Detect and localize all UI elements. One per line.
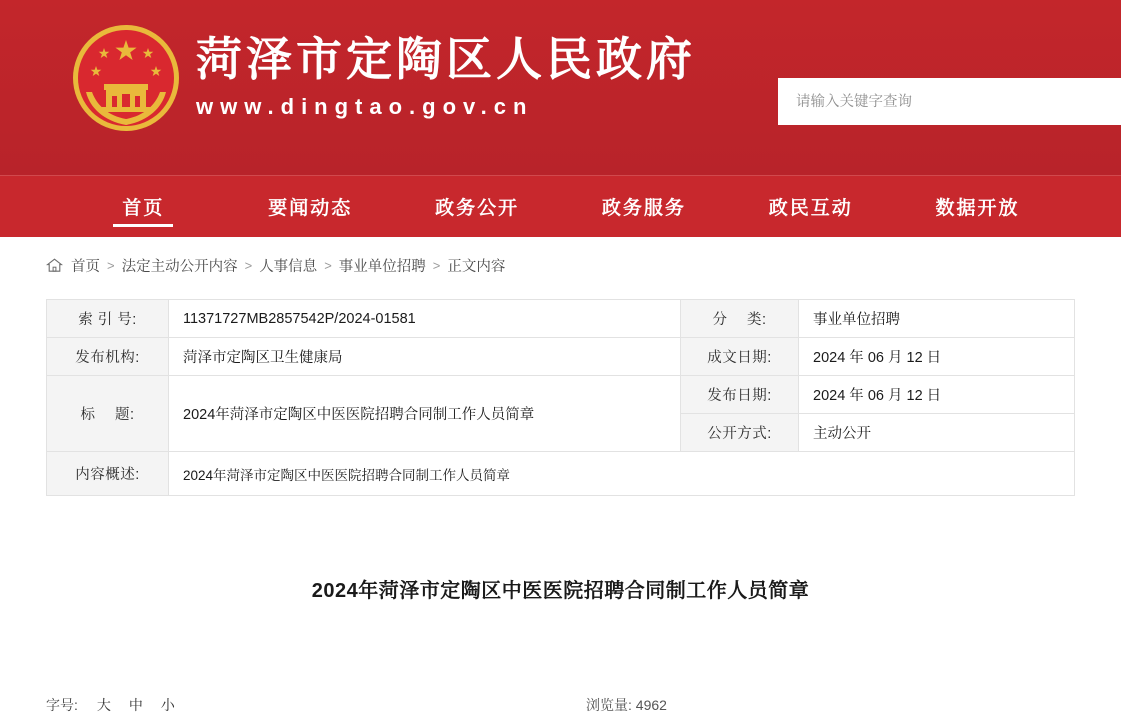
nav-item-government-disclosure[interactable]: 政务公开 (435, 198, 520, 219)
breadcrumb (0, 237, 1121, 293)
label-title: 标 题: (47, 376, 169, 452)
value-summary: 2024年菏泽市定陶区中医医院招聘合同制工作人员简章 (169, 452, 1075, 496)
view-count-value: 4962 (635, 697, 667, 713)
breadcrumb-item-personnel-info[interactable]: 人事信息 (259, 258, 318, 275)
nav-list (0, 176, 1121, 237)
value-category: 事业单位招聘 (799, 300, 1075, 338)
nav-item-home[interactable]: 首页 (60, 176, 227, 237)
header-inner (0, 0, 1121, 175)
value-publish-date: 2024 年 06 月 12 日 (799, 376, 1075, 414)
font-size-medium[interactable]: 中 (128, 697, 143, 713)
table-row (47, 376, 1075, 414)
breadcrumb-separator: > (432, 257, 441, 273)
nav-item-open-data[interactable]: 数据开放 (935, 198, 1020, 219)
home-icon (46, 257, 63, 274)
search-input[interactable] (778, 78, 1121, 125)
table-row (47, 338, 1075, 376)
table-row (47, 452, 1075, 496)
nav-item-public-interaction[interactable]: 政民互动 (768, 198, 853, 219)
label-publish-date: 发布日期: (681, 376, 799, 414)
national-emblem-icon (70, 22, 182, 134)
value-written-date: 2024 年 06 月 12 日 (799, 338, 1075, 376)
label-index-no: 索 引 号: (47, 300, 169, 338)
value-title: 2024年菏泽市定陶区中医医院招聘合同制工作人员简章 (169, 376, 681, 452)
site-url: www.dingtao.gov.cn (196, 94, 534, 119)
table-row (47, 300, 1075, 338)
value-publisher: 菏泽市定陶区卫生健康局 (169, 338, 681, 376)
nav-item-government-services[interactable]: 政务服务 (601, 198, 686, 219)
label-written-date: 成文日期: (681, 338, 799, 376)
site-identity (196, 32, 696, 120)
view-count-label: 浏览量: (586, 697, 632, 713)
font-size-control (46, 695, 184, 715)
label-publisher: 发布机构: (47, 338, 169, 376)
breadcrumb-separator: > (244, 257, 253, 273)
breadcrumb-item-statutory-disclosure[interactable]: 法定主动公开内容 (121, 258, 238, 275)
label-disclosure-method: 公开方式: (681, 414, 799, 452)
value-disclosure-method: 主动公开 (799, 414, 1075, 452)
label-category: 分 类: (681, 300, 799, 338)
breadcrumb-item-home[interactable]: 首页 (71, 258, 100, 275)
search-box[interactable] (778, 78, 1121, 125)
breadcrumb-item-article-content[interactable]: 正文内容 (447, 258, 506, 275)
site-title: 菏泽市定陶区人民政府 (196, 34, 696, 85)
breadcrumb-separator: > (107, 257, 115, 273)
font-size-label: 字号: (46, 697, 78, 713)
page-title: 2024年菏泽市定陶区中医医院招聘合同制工作人员简章 (311, 580, 810, 602)
main-nav (0, 175, 1121, 237)
article-meta-bar (0, 684, 1121, 726)
label-summary: 内容概述: (47, 452, 169, 496)
value-index-no: 11371727MB2857542P/2024-01581 (169, 300, 681, 338)
view-count (586, 695, 667, 715)
document-info-table (46, 299, 1075, 496)
breadcrumb-separator: > (324, 257, 332, 273)
nav-item-news[interactable]: 要闻动态 (268, 198, 353, 219)
breadcrumb-item-institution-recruitment[interactable]: 事业单位招聘 (338, 258, 426, 275)
font-size-large[interactable]: 大 (96, 697, 111, 713)
font-size-small[interactable]: 小 (160, 697, 175, 713)
site-header (0, 0, 1121, 175)
